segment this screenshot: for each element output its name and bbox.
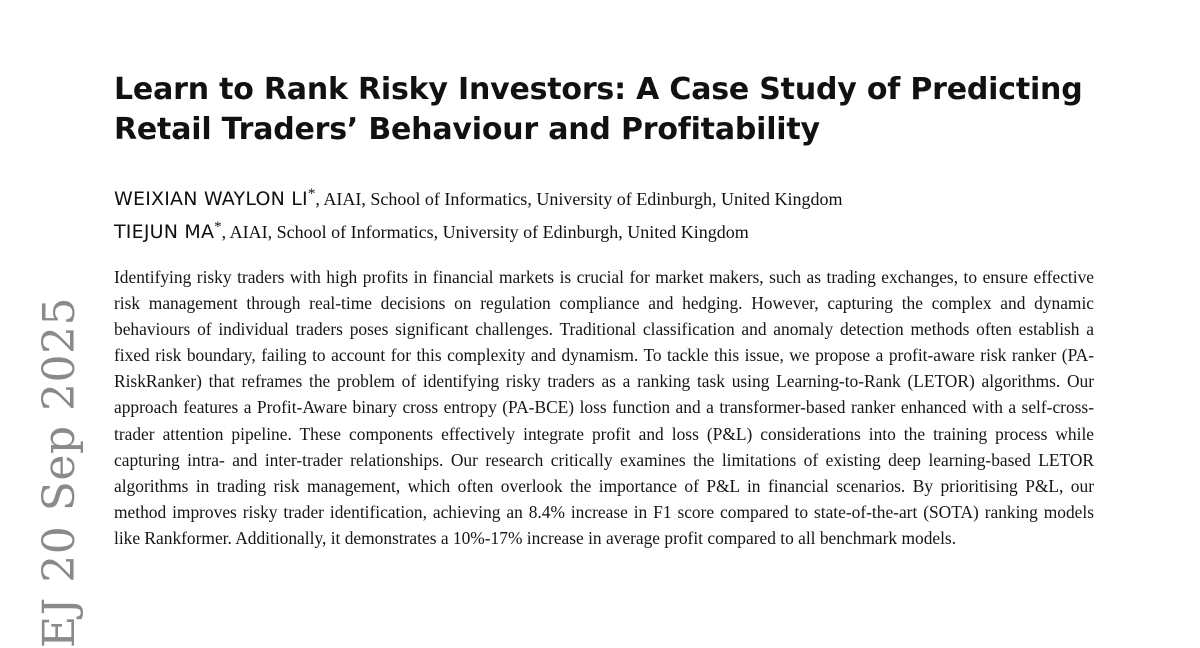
paper-title: Learn to Rank Risky Investors: A Case Study of Predicting Retail Traders’ Behaviour and Profitability <box>114 72 1083 147</box>
paper-header <box>114 70 1094 568</box>
author-mark: * <box>214 219 222 235</box>
author-mark: * <box>307 186 316 202</box>
author-list <box>114 180 1094 246</box>
author-name: WEIXIAN WAYLON LI <box>114 188 308 210</box>
author-line <box>114 213 1094 246</box>
arxiv-side-stamp: EJ 20 Sep 2025 <box>34 296 85 648</box>
author-affiliation: , AIAI, School of Informatics, University of Edinburgh, United Kingdom <box>221 222 749 242</box>
author-name: TIEJUN MA <box>114 221 215 243</box>
author-affiliation: , AIAI, School of Informatics, University of Edinburgh, United Kingdom <box>315 189 843 209</box>
author-line <box>114 180 1094 213</box>
abstract-text: Identifying risky traders with high profits in financial markets is crucial for market makers, such as trading exchanges, to ensure effective risk management through real-time decisions on regulation compliance and hedging. However, capturing the complex and dynamic behaviours of individual traders poses significant challenges. Traditional classification and anomaly detection methods often establish a fixed risk boundary, failing to account for this complexity and dynamism. To tackle this issue, we propose a profit-aware risk ranker (PA-RiskRanker) that reframes the problem of identifying risky traders as a ranking task using Learning-to-Rank (LETOR) algorithms. Our approach features a Profit-Aware binary cross entropy (PA-BCE) loss function and a transformer-based ranker enhanced with a self-cross-trader attention pipeline. These components effectively integrate profit and loss (P&L) considerations into the training process while capturing intra- and inter-trader relationships. Our research critically examines the limitations of existing deep learning-based LETOR algorithms in trading risk management, which often overlook the importance of P&L in financial scenarios. By prioritising P&L, our method improves risky trader identification, achieving an 8.4% increase in F1 score compared to state-of-the-art (SOTA) ranking models like Rankformer. Additionally, it demonstrates a 10%-17% increase in average profit compared to all benchmark models. <box>114 267 1094 548</box>
